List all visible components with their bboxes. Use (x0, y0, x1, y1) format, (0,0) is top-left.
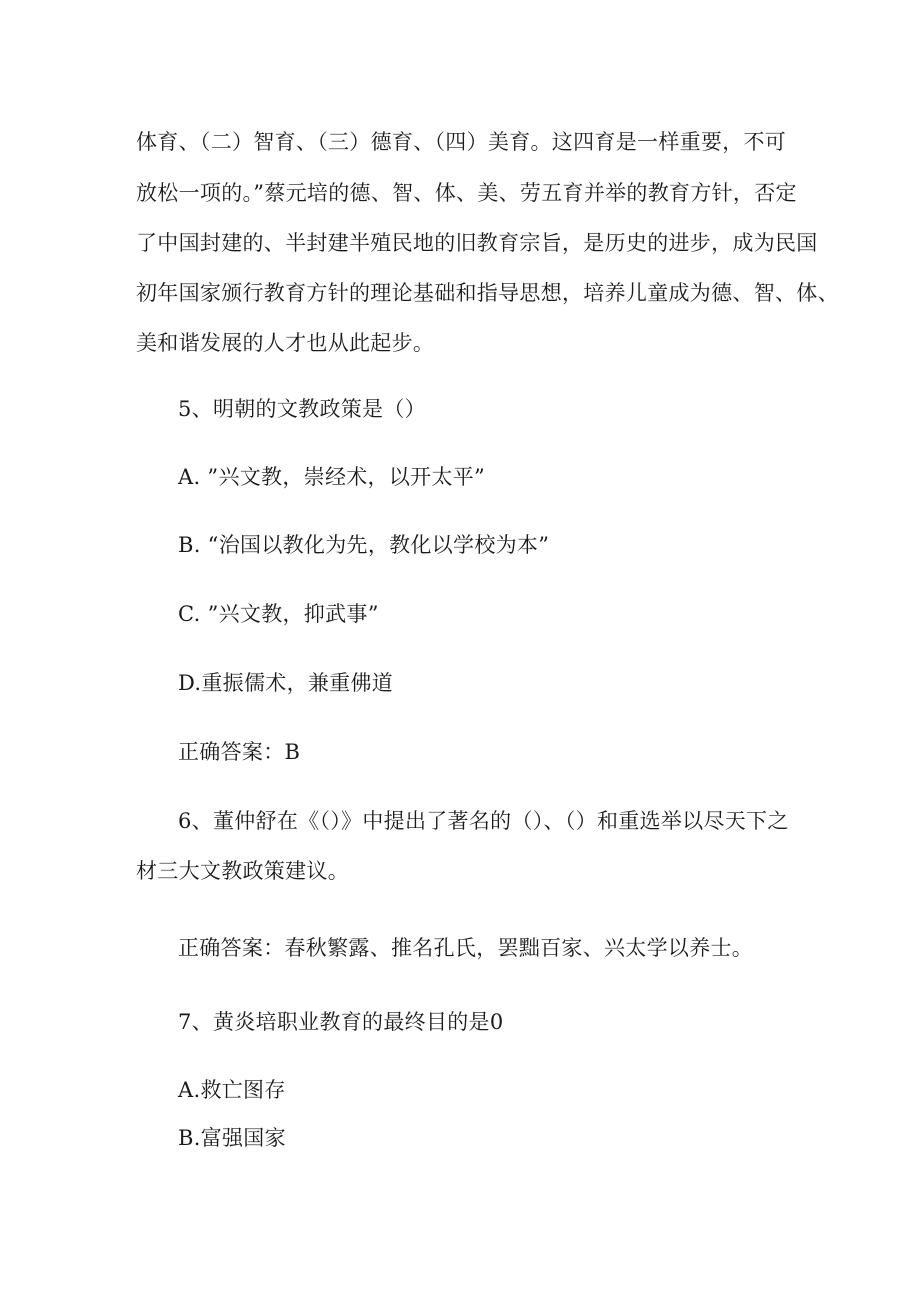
q6-answer: 正确答案：春秋繁露、推名孔氏，罢黜百家、兴太学以养士。 (178, 936, 754, 960)
question-5: 5、明朝的文教政策是（） (178, 397, 426, 421)
q5-option-d: D.重振儒术，兼重佛道 (178, 671, 394, 695)
q7-option-a: A.救亡图存 (178, 1078, 286, 1102)
paragraph-line: 了中国封建的、半封建半殖民地的旧教育宗旨，是历史的进步，成为民国 (136, 231, 818, 255)
paragraph-line: 体育、（二）智育、（三）德育、（四）美育。这四育是一样重要，不可 (136, 130, 787, 154)
question-6-line: 材三大文教政策建议。 (136, 859, 349, 883)
q5-option-b: B. “治国以教化为先，教化以学校为本” (178, 533, 550, 557)
q7-option-b: B.富强国家 (178, 1126, 286, 1150)
paragraph-line: 放松一项的。”蔡元培的德、智、体、美、劳五育并举的教育方针，否定 (136, 181, 797, 205)
q5-option-a: A. ”兴文教，崇经术，以开太平” (178, 465, 486, 489)
paragraph-line: 初年国家颁行教育方针的理论基础和指导思想，培养儿童成为德、智、体、 (136, 281, 839, 305)
paragraph-line: 美和谐发展的人才也从此起步。 (136, 331, 435, 355)
question-6-line: 6、董仲舒在《（）》中提出了著名的（）、（）和重选举以尽天下之 (178, 809, 789, 833)
q5-answer: 正确答案：B (178, 740, 301, 764)
question-7: 7、黄炎培职业教育的最终目的是0 (178, 1010, 504, 1034)
q5-option-c: C. ”兴文教，抑武事” (178, 602, 379, 626)
